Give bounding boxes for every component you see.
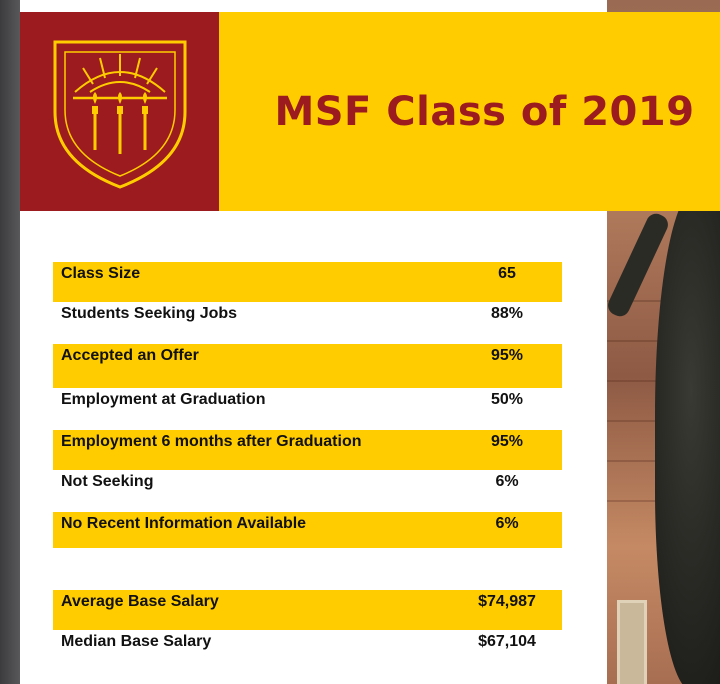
usc-seal-logo [20,12,219,211]
stat-value: 6% [495,473,519,490]
document-page [20,0,695,684]
stat-value: 95% [490,433,524,450]
stat-label: Students Seeking Jobs [61,305,238,322]
stat-value: 50% [490,391,524,408]
salary-row-average [53,590,562,630]
title-banner [219,12,720,211]
salary-value: $67,104 [478,633,536,650]
viewer-left-strip [0,0,20,684]
stat-value: 95% [490,347,524,364]
page-title: MSF Class of 2019 [274,88,695,135]
stat-row-seeking-jobs [53,302,562,344]
stat-label: Employment 6 months after Graduation [61,433,362,450]
stat-label: Accepted an Offer [61,347,199,364]
salary-label: Median Base Salary [61,633,212,650]
salary-value: $74,987 [478,593,536,610]
stat-row-accepted-offer [53,344,562,388]
stat-label: No Recent Information Available [61,515,307,532]
stat-row-class-size [53,262,562,302]
statue-silhouette [655,190,720,684]
stat-row-no-info [53,512,562,548]
stat-row-not-seeking [53,470,562,512]
stat-value: 88% [490,305,524,322]
stat-label: Employment at Graduation [61,391,266,408]
stat-row-employment-6-months [53,430,562,470]
salary-label: Average Base Salary [61,593,219,610]
stat-label: Not Seeking [61,473,154,490]
stat-row-employment-graduation [53,388,562,430]
shield-icon [45,32,195,192]
stat-label: Class Size [61,265,141,282]
stat-value: 65 [498,265,516,282]
stat-value: 6% [495,515,519,532]
salary-row-median [53,630,562,670]
